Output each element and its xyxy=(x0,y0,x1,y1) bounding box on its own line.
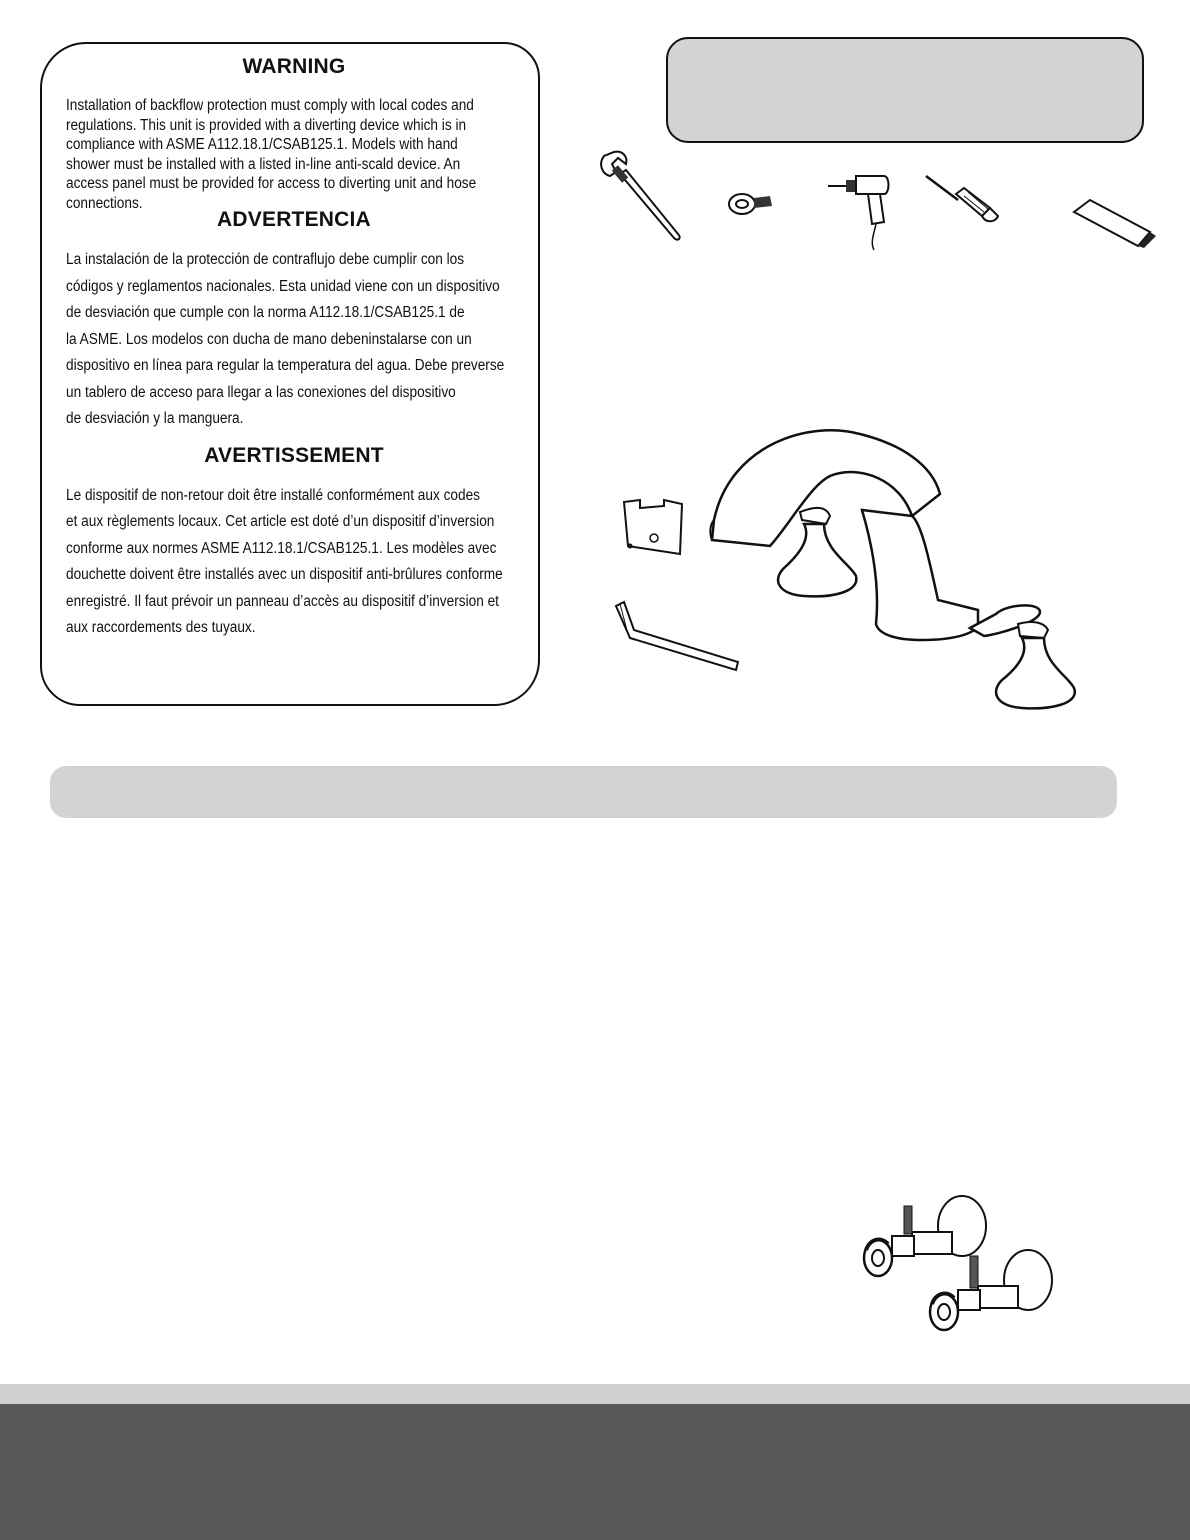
footer-bar xyxy=(0,1404,1190,1540)
avertissement-text: Le dispositif de non-retour doit être installé conformément aux codes et aux règlements locaux. Cet article est doté d’un dispositif d’inversion conforme aux normes ASME A112.18.1/CSAB125.1. Les modèles avec douchette doivent être installés avec un dispositif anti-brûlures conforme enregistré. Il faut prévoir un panneau d’accès au dispositif d’inversion et aux raccordements des tuyaux. xyxy=(66,486,503,636)
section-header-band xyxy=(50,766,1117,818)
drill-icon xyxy=(826,172,896,252)
warning-box xyxy=(40,42,540,706)
advertencia-heading: ADVERTENCIA xyxy=(217,208,371,231)
tools-header-box xyxy=(666,37,1144,143)
footer-stripe xyxy=(0,1384,1190,1404)
wrench-icon xyxy=(596,150,686,250)
shutoff-valves-illustration xyxy=(858,1192,1088,1348)
faucet-illustration xyxy=(700,424,1090,710)
tape-icon xyxy=(726,188,774,218)
warning-heading: WARNING xyxy=(242,55,346,78)
avertissement-heading: AVERTISSEMENT xyxy=(204,443,384,467)
warning-text: Installation of backflow protection must comply with local codes and regulations. This unit is provided with a diverting device which is in compliance with ASME A112.18.1/CSAB125.1. Models with hand shower must be installed with a listed in-line anti-scald device. An access panel must be provided for access to diverting unit and hose connections. xyxy=(66,97,477,212)
mounting-plate-icon xyxy=(618,496,690,558)
sealant-icon xyxy=(1066,196,1162,248)
screwdriver-icon xyxy=(924,172,1004,234)
advertencia-text: La instalación de la protección de contraflujo debe cumplir con los códigos y reglamentos nacionales. Esta unidad viene con un dispositivo de desviación que cumple con la norma A112.18.1/CSAB125.1 de la ASME. Los modelos con ducha de mano debeninstalarse con un dispositivo en línea para regular la temperatura del agua. Debe preverse un tablero de acceso para llegar a las conexiones del dispositivo de desviación y la manguera. xyxy=(66,251,505,427)
